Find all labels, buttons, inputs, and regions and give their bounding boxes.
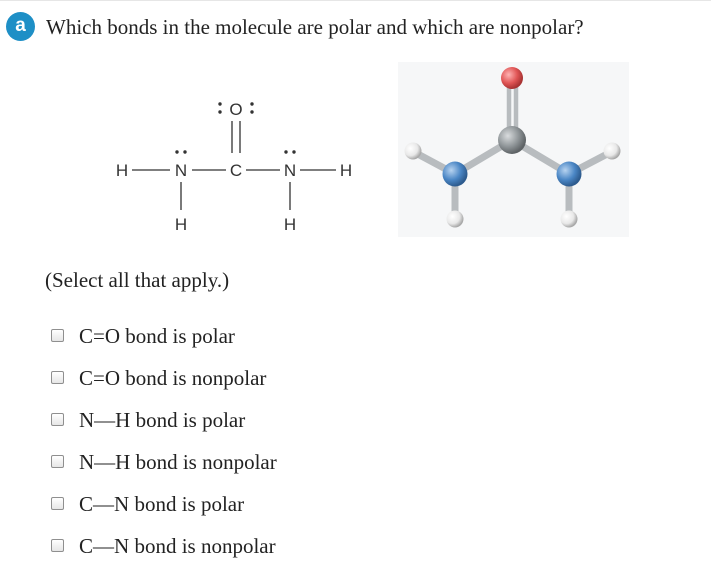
option-nh-polar[interactable] — [51, 399, 277, 441]
checkbox[interactable] — [51, 413, 64, 426]
checkbox[interactable] — [51, 455, 64, 468]
oxygen-ball — [501, 67, 523, 89]
svg-text:N: N — [174, 161, 188, 180]
question-text: Which bonds in the molecule are polar and which are nonpolar? — [46, 15, 584, 39]
option-label: C—N bond is polar — [79, 492, 245, 516]
answer-options — [51, 315, 277, 567]
hydrogen-bottom-left-label: H — [174, 215, 188, 234]
hydrogen-ball — [604, 143, 621, 160]
carbon-atom-label: C — [229, 161, 243, 180]
option-cn-nonpolar[interactable] — [51, 525, 277, 567]
checkbox[interactable] — [51, 371, 64, 384]
ball-and-stick-model — [398, 62, 629, 237]
lewis-structure-diagram — [100, 88, 370, 238]
option-label: C=O bond is nonpolar — [79, 366, 267, 390]
nitrogen-right-label — [284, 150, 296, 180]
part-badge: a — [6, 12, 35, 41]
hydrogen-right-label: H — [339, 161, 353, 180]
option-co-polar[interactable] — [51, 315, 277, 357]
oxygen-atom-label — [218, 100, 253, 119]
hydrogen-ball — [561, 211, 578, 228]
option-nh-nonpolar[interactable] — [51, 441, 277, 483]
hydrogen-bottom-right-label: H — [283, 215, 297, 234]
checkbox[interactable] — [51, 539, 64, 552]
checkbox[interactable] — [51, 329, 64, 342]
option-label: N—H bond is polar — [79, 408, 246, 432]
nitrogen-ball — [557, 162, 582, 187]
nitrogen-left-label — [175, 150, 187, 180]
select-all-instruction: (Select all that apply.) — [45, 268, 230, 292]
hydrogen-ball — [405, 143, 422, 160]
hydrogen-left-label: H — [115, 161, 129, 180]
option-cn-polar[interactable] — [51, 483, 277, 525]
carbon-ball — [498, 126, 526, 154]
svg-text:O: O — [229, 100, 243, 119]
hydrogen-ball — [447, 211, 464, 228]
option-label: N—H bond is nonpolar — [79, 450, 277, 474]
top-divider — [0, 0, 711, 1]
option-co-nonpolar[interactable] — [51, 357, 277, 399]
option-label: C=O bond is polar — [79, 324, 235, 348]
checkbox[interactable] — [51, 497, 64, 510]
option-label: C—N bond is nonpolar — [79, 534, 276, 558]
svg-text:N: N — [283, 161, 297, 180]
nitrogen-ball — [443, 162, 468, 187]
